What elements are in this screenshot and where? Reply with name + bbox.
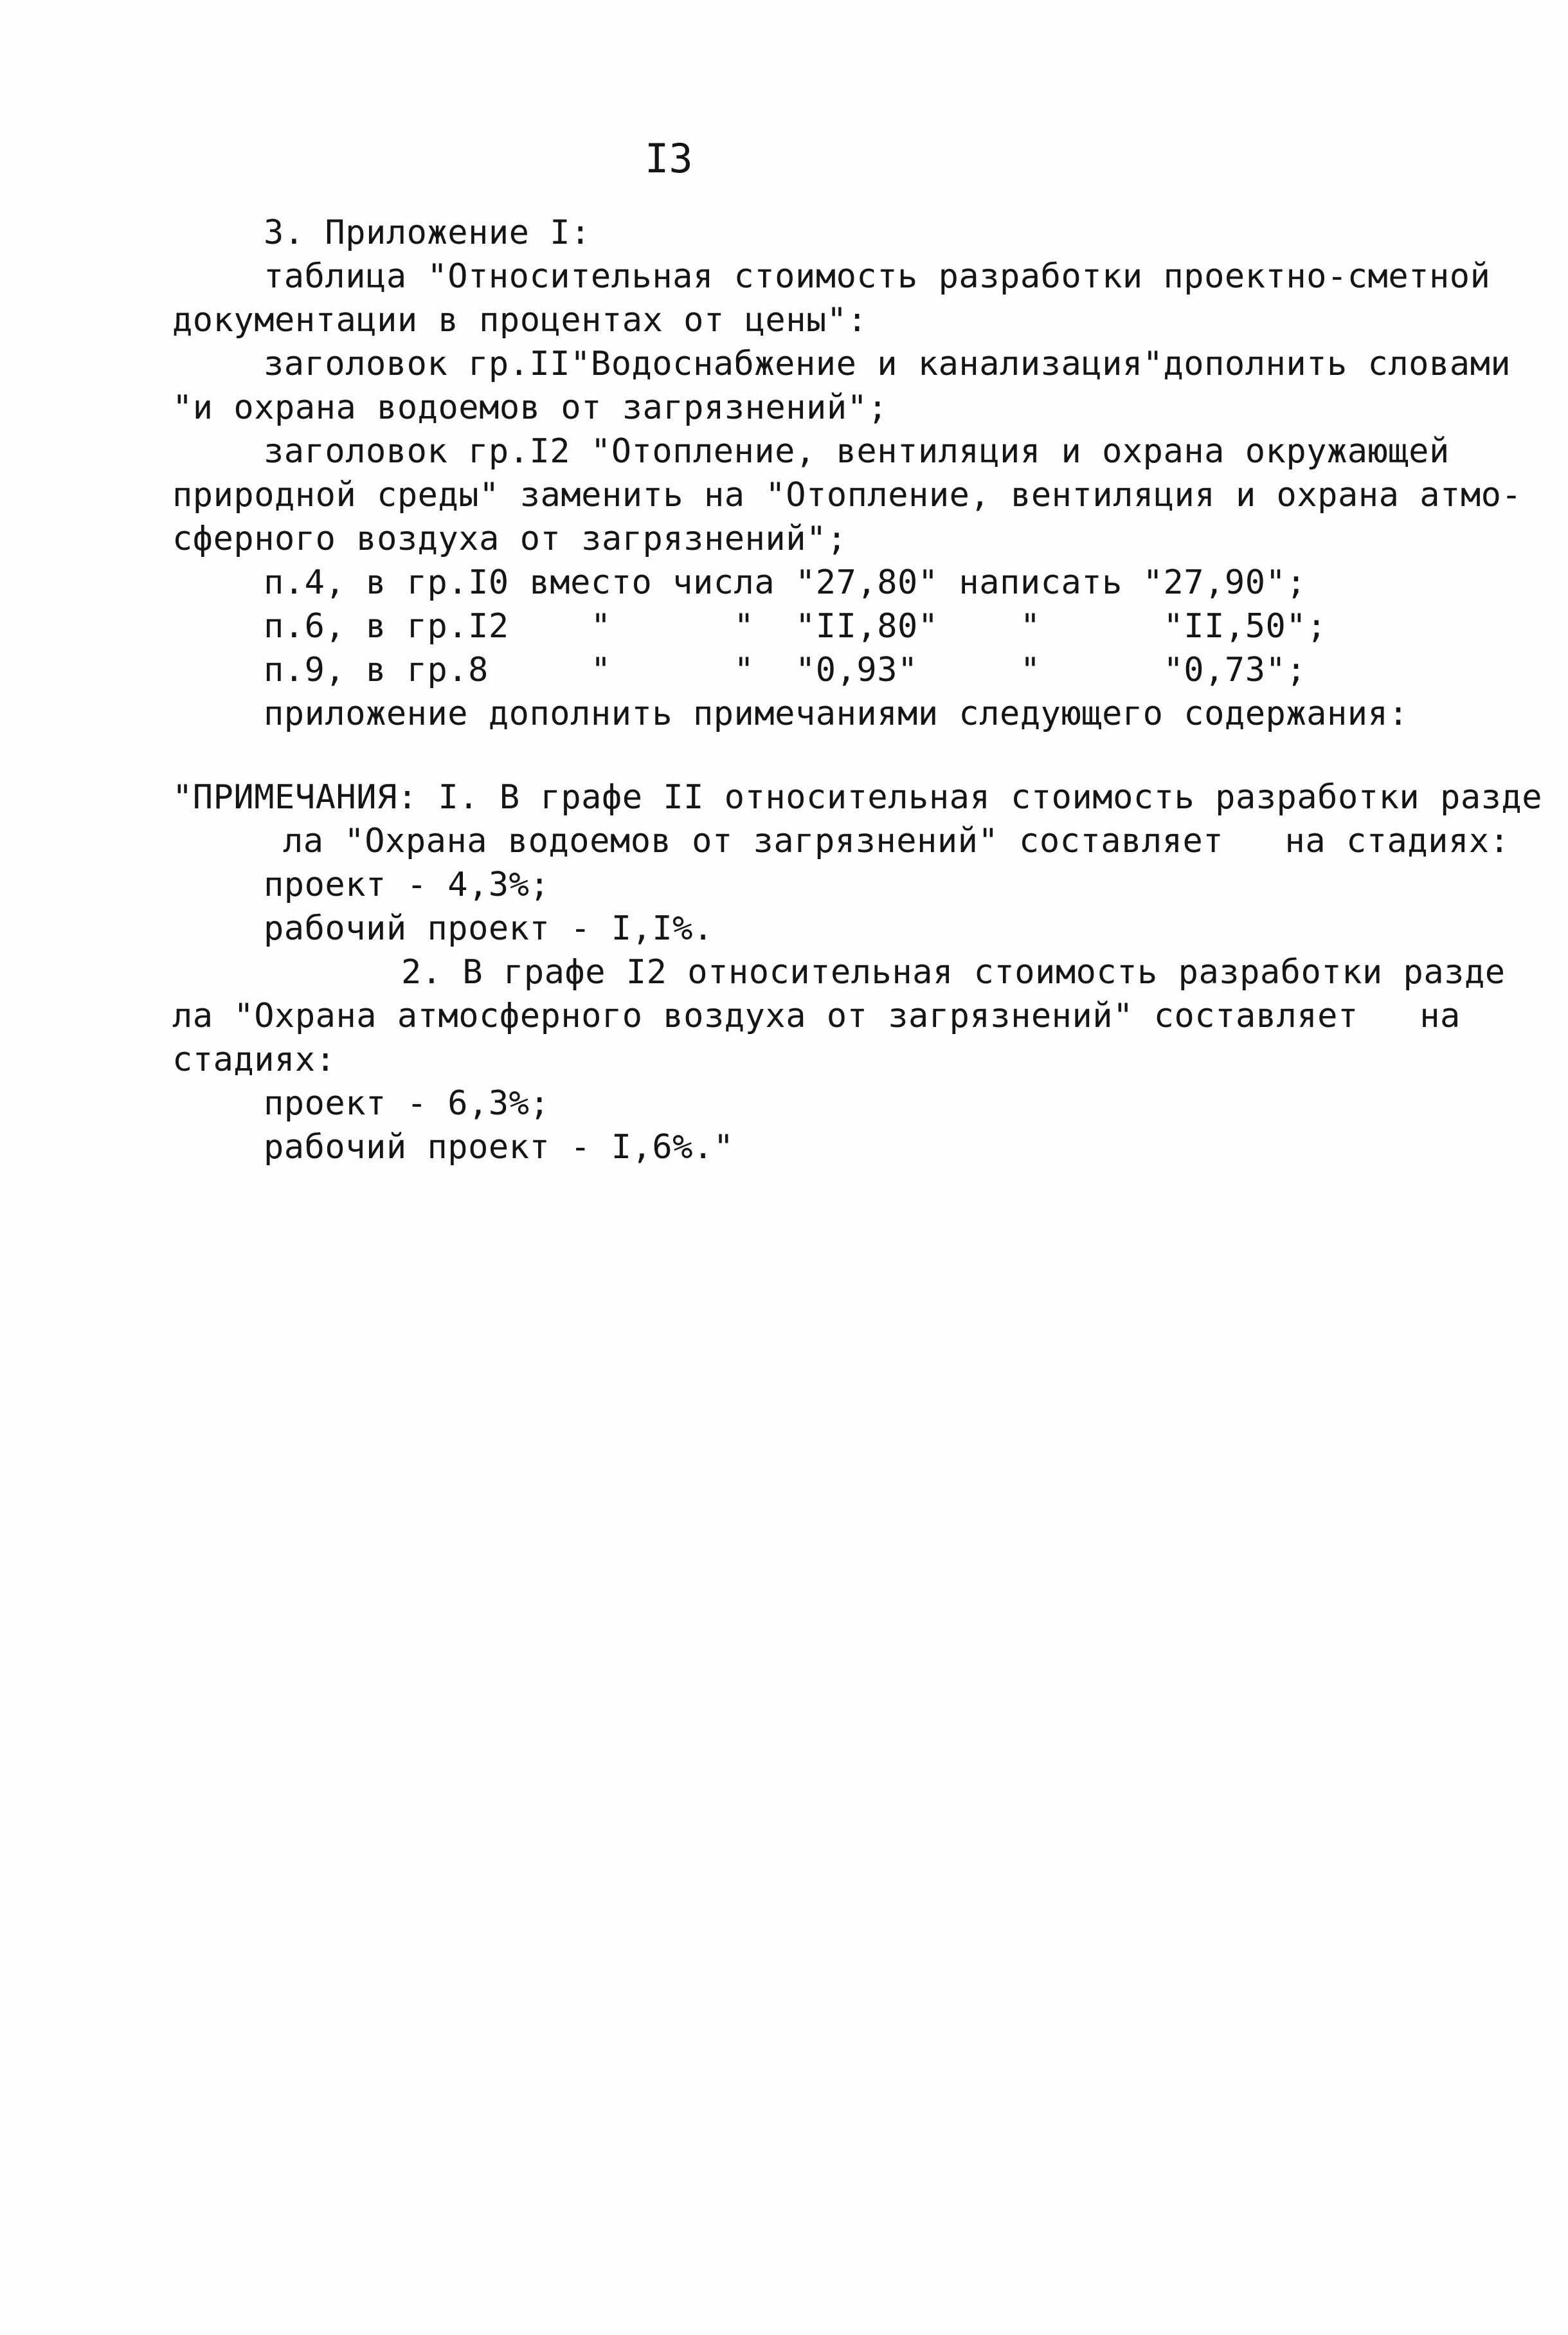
text-line: проект - 6,3%; — [264, 1084, 550, 1123]
text-line: ла "Охрана атмосферного воздуха от загрязнений" составляет на — [172, 997, 1461, 1035]
text-line: документации в процентах от цены": — [172, 301, 868, 340]
text-line: природной среды" заменить на "Отопление, вентиляция и охрана атмо- — [172, 476, 1522, 514]
text-line: "и охрана водоемов от загрязнений"; — [172, 388, 888, 427]
text-line: проект - 4,3%; — [264, 866, 550, 904]
text-line: п.4, в гр.I0 вместо числа "27,80" написать "27,90"; — [264, 563, 1307, 602]
notes-heading-line: "ПРИМЕЧАНИЯ: I. В графе II относительная стоимость разработки разде — [172, 778, 1543, 817]
page-number: I3 — [645, 135, 693, 182]
text-line: сферного воздуха от загрязнений"; — [172, 520, 847, 558]
text-line: приложение дополнить примечаниями следующего содержания: — [264, 695, 1409, 733]
text-line: п.9, в гр.8 " " "0,93" " "0,73"; — [264, 651, 1307, 689]
section-heading: 3. Приложение I: — [264, 214, 591, 252]
text-line: п.6, в гр.I2 " " "II,80" " "II,50"; — [264, 607, 1327, 646]
text-line: рабочий проект - I,I%. — [264, 909, 714, 948]
text-line: заголовок гр.II"Водоснабжение и канализация"дополнить словами — [264, 345, 1511, 383]
text-line: стадиях: — [172, 1040, 336, 1079]
text-line: ла "Охрана водоемов от загрязнений" составляет на стадиях: — [283, 822, 1510, 860]
text-line: таблица "Относительная стоимость разработки проектно-сметной — [264, 257, 1491, 296]
text-line: заголовок гр.I2 "Отопление, вентиляция и охрана окружающей — [264, 432, 1450, 471]
text-line: рабочий проект - I,6%." — [264, 1128, 734, 1167]
text-line: 2. В графе I2 относительная стоимость разработки разде — [401, 953, 1506, 992]
